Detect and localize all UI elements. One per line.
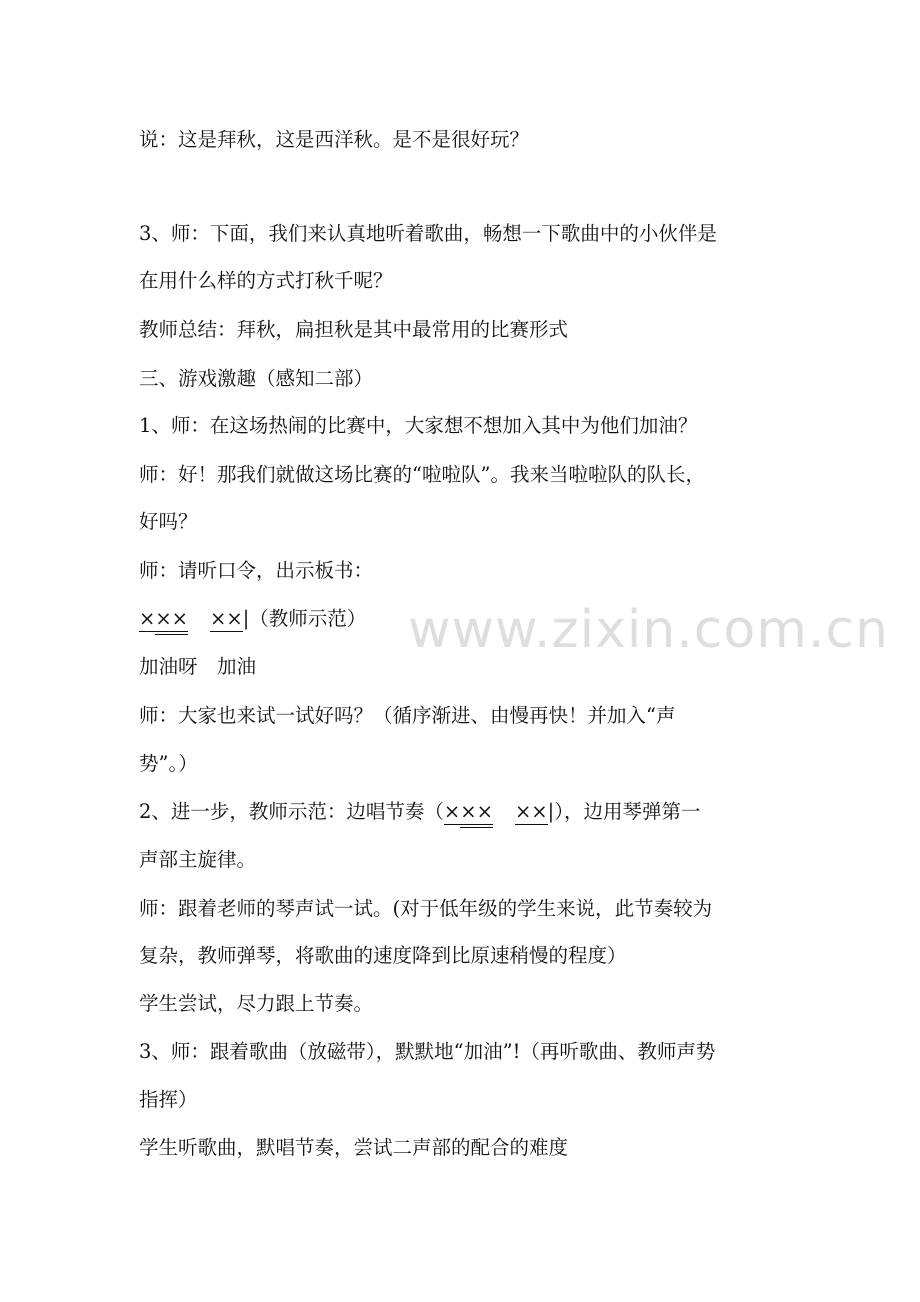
text-line: 好吗？ (139, 510, 198, 533)
watermark: www.zixin.com.cn (408, 600, 889, 660)
text-line: 1、师：在这场热闹的比赛中，大家想不想加入其中为他们加油？ (139, 414, 698, 437)
text-line: 在用什么样的方式打秋千呢？ (139, 269, 393, 292)
text-line (139, 799, 792, 825)
rhythm-note: ×× (155, 607, 188, 635)
text-line: 教师总结：拜秋，扁担秋是其中最常用的比赛形式 (139, 318, 569, 341)
text-line: 师：大家也来试一试好吗？（循序渐进、由慢再快！并加入“声 (139, 704, 676, 727)
text-line: 势”。） (139, 752, 198, 775)
text-line: 师：跟着老师的琴声试一试。(对于低年级的学生来说，此节奏较为 (139, 897, 713, 920)
text-line: 师：请听口令，出示板书： (139, 559, 374, 582)
rhythm-caption: （教师示范） (249, 607, 367, 630)
text-line: 加油呀 加油 (139, 655, 257, 678)
bar-line: | (242, 607, 250, 630)
rhythm-note: × (443, 800, 461, 823)
bar-line: | (547, 800, 555, 823)
text-line: 指挥） (139, 1088, 198, 1111)
section-heading: 三、游戏激趣（感知二部） (139, 367, 374, 390)
rhythm-note: × (139, 607, 156, 630)
text-line: 3、师：跟着歌曲（放磁带），默默地“加油”!（再听歌曲、教师声势 (139, 1040, 716, 1063)
rhythm-notation (139, 606, 366, 632)
text-line: 复杂，教师弹琴，将歌曲的速度降到比原速稍慢的程度） (139, 944, 627, 967)
text-line: 3、师：下面，我们来认真地听着歌曲，畅想一下歌曲中的小伙伴是 (139, 222, 717, 245)
text-line: 学生尝试，尽力跟上节奏。 (139, 992, 374, 1015)
text-line: 说：这是拜秋，这是西洋秋。是不是很好玩？ (139, 128, 530, 151)
text-segment: ），边用琴弹第一 (554, 800, 701, 823)
text-line: 师：好！那我们就做这场比赛的“啦啦队”。我来当啦啦队的队长， (139, 463, 705, 486)
text-line: 学生听歌曲，默唱节奏，尝试二声部的配合的难度 (139, 1136, 569, 1159)
rhythm-note: ×× (514, 800, 548, 823)
text-line: 声部主旋律。 (139, 848, 257, 871)
text-segment: 2、进一步，教师示范：边唱节奏（ (139, 800, 444, 823)
rhythm-note: ×× (210, 607, 243, 630)
rhythm-note: ×× (460, 800, 493, 828)
